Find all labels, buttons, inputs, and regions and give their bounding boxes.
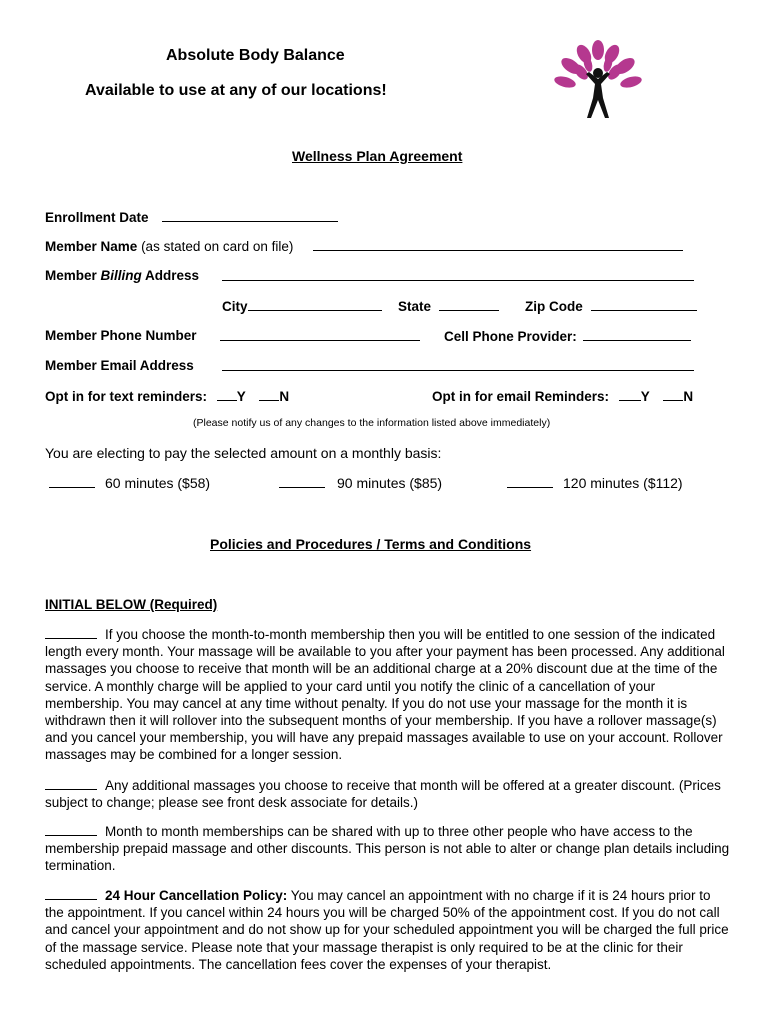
zip-field[interactable]	[591, 298, 697, 311]
zip-row	[525, 298, 697, 314]
policy-paragraph-4: 24 Hour Cancellation Policy: You may cancel an appointment with no charge if it is 24 hours prior to the appointment. If you cancel within 24 hours you will be charged 50% of the appointment cost. If you do not call and cancel your appointment and do not show up for your scheduled appointment you will be charged the full price of the massage service. Please note that your massage therapist is only required to be at the clinic for their scheduled appointments. The cancellation fees cover the expenses of your therapist.	[45, 888, 729, 972]
option-60: 60 minutes ($58)	[49, 475, 210, 491]
city-field[interactable]	[248, 298, 382, 311]
initial-heading: INITIAL BELOW (Required)	[45, 597, 218, 612]
policy-paragraph-1: If you choose the month-to-month membership then you will be entitled to one session of the indicated length every month. Your massage will be available to you after your payment has been processed. Any additional massages you choose to receive that month will be an additional charge at a 20% discount due at the time of the service. A monthly charge will be applied to your card until you notify the clinic of a cancellation of your membership. You may cancel at any time without penalty. If you do not use your massage for the month it is withdrawn then it will rollover into the subsequent months of your membership. If you have a rollover massage(s) and you cancel your membership, you will have any prepaid massages available to use on your account. Rollover massages may be combined for a longer session.	[45, 627, 725, 763]
option-120-field[interactable]	[507, 475, 553, 488]
provider-field[interactable]	[583, 328, 691, 341]
text-optin-yes-field[interactable]	[217, 388, 237, 401]
billing-address-label: Member Billing Address	[45, 268, 200, 283]
form-title: Wellness Plan Agreement	[292, 148, 463, 164]
option-120: 120 minutes ($112)	[507, 475, 683, 491]
email-label: Member Email Address	[45, 358, 194, 373]
member-name-note: (as stated on card on file)	[141, 239, 294, 254]
policies-title: Policies and Procedures / Terms and Conditions	[210, 536, 532, 552]
business-name: Absolute Body Balance	[166, 47, 345, 64]
state-field[interactable]	[439, 298, 499, 311]
tree-logo-icon	[551, 38, 645, 126]
text-optin-no-field[interactable]	[259, 388, 279, 401]
enrollment-date-row	[45, 209, 338, 225]
enrollment-date-field[interactable]	[162, 209, 338, 222]
option-90: 90 minutes ($85)	[279, 475, 442, 491]
city-row	[222, 298, 382, 314]
member-name-field[interactable]	[313, 238, 683, 251]
zip-label: Zip Code	[525, 299, 583, 314]
policy-paragraph-2: Any additional massages you choose to receive that month will be offered at a greater discount. (Prices subject to change; please see front desk associate for details.)	[45, 778, 721, 811]
tagline: Available to use at any of our locations!	[85, 82, 387, 99]
city-label: City	[222, 299, 248, 314]
initial-field-2[interactable]	[45, 778, 97, 790]
email-optin-no-field[interactable]	[663, 388, 683, 401]
notify-note: (Please notify us of any changes to the information listed above immediately)	[193, 417, 551, 429]
email-optin-yes-field[interactable]	[619, 388, 641, 401]
enrollment-date-label: Enrollment Date	[45, 210, 149, 225]
electing-text: You are electing to pay the selected amount on a monthly basis:	[45, 445, 442, 461]
initial-field-3[interactable]	[45, 824, 97, 836]
email-field[interactable]	[222, 358, 694, 371]
option-60-field[interactable]	[49, 475, 95, 488]
member-name-label: Member Name	[45, 239, 138, 254]
state-row	[398, 298, 499, 314]
initial-field-4[interactable]	[45, 888, 97, 900]
email-optin-row: Opt in for email Reminders: Y N	[432, 389, 694, 404]
billing-address-field[interactable]	[222, 268, 694, 281]
policy-paragraph-3: Month to month memberships can be shared with up to three other people who have access to the membership prepaid massage and other discounts. This person is not able to alter or change plan details including termination.	[45, 824, 730, 874]
phone-label: Member Phone Number	[45, 328, 197, 343]
provider-row	[444, 328, 691, 344]
provider-label: Cell Phone Provider:	[444, 329, 577, 344]
email-optin-label: Opt in for email Reminders:	[432, 389, 610, 404]
member-name-row	[45, 238, 683, 254]
text-optin-label: Opt in for text reminders:	[45, 389, 208, 404]
phone-field[interactable]	[220, 328, 420, 341]
text-optin-row: Opt in for text reminders: Y N	[45, 389, 290, 404]
state-label: State	[398, 299, 432, 314]
initial-field-1[interactable]	[45, 627, 97, 639]
option-90-field[interactable]	[279, 475, 325, 488]
